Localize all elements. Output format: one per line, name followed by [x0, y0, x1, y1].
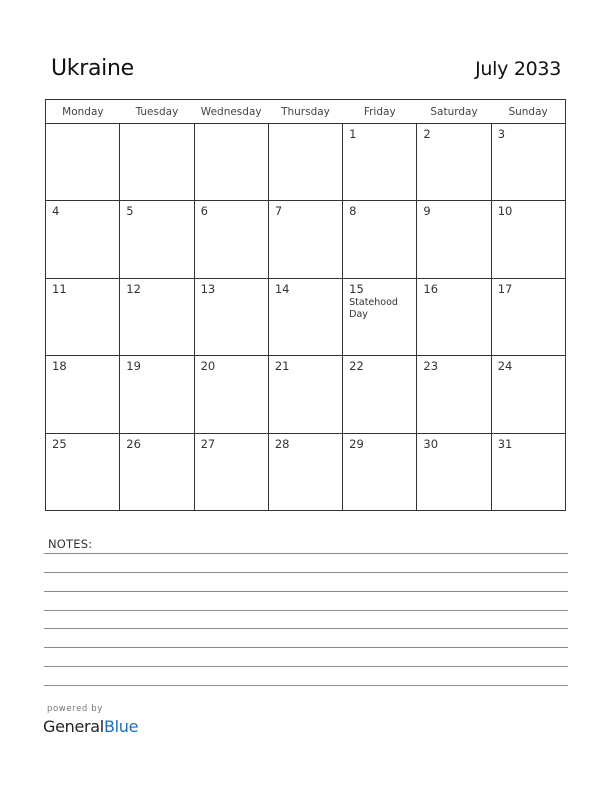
- note-line: [44, 685, 568, 686]
- day-cell: [268, 278, 342, 355]
- note-line: [44, 572, 568, 573]
- day-cell: [491, 201, 565, 278]
- day-cell: [343, 124, 417, 201]
- brand-name-blue: Blue: [103, 717, 139, 736]
- day-cell: [417, 124, 491, 201]
- week-row: [46, 278, 566, 355]
- day-number: 30: [423, 436, 439, 451]
- day-cell: [343, 433, 417, 510]
- day-cell: [120, 433, 194, 510]
- day-number: 24: [497, 359, 513, 374]
- note-line: [44, 610, 568, 611]
- powered-by-text: powered by: [47, 704, 103, 714]
- note-line: [44, 647, 568, 648]
- day-cell: [343, 356, 417, 433]
- day-cell: [194, 124, 268, 201]
- day-cell: [46, 433, 120, 510]
- day-number: 16: [423, 281, 439, 296]
- day-cell: [46, 356, 120, 433]
- holiday-label: Statehood Day: [349, 296, 398, 320]
- day-cell: [46, 278, 120, 355]
- weekday-header: Wednesday: [194, 100, 268, 124]
- note-line: [44, 591, 568, 592]
- day-cell: [120, 356, 194, 433]
- day-number: 11: [52, 281, 67, 296]
- day-number: 29: [349, 436, 364, 451]
- weekday-header: Tuesday: [120, 100, 194, 124]
- day-number: 10: [497, 204, 513, 219]
- day-cell: [343, 278, 417, 355]
- day-cell: [268, 356, 342, 433]
- week-row: [46, 433, 566, 510]
- weekday-header: Monday: [46, 100, 120, 124]
- brand-name-general: General: [43, 717, 104, 736]
- day-cell: [491, 356, 565, 433]
- brand-logo: [43, 717, 138, 736]
- day-cell: [268, 433, 342, 510]
- note-line: [44, 666, 568, 667]
- calendar-grid: [45, 99, 566, 511]
- day-number: 20: [200, 359, 216, 374]
- day-number: 22: [349, 359, 364, 374]
- day-cell: [120, 278, 194, 355]
- day-number: 27: [200, 436, 216, 451]
- day-cell: [491, 124, 565, 201]
- day-number: 4: [52, 204, 60, 219]
- day-number: 25: [52, 436, 67, 451]
- day-cell: [46, 201, 120, 278]
- day-cell: [417, 356, 491, 433]
- notes-label: NOTES:: [48, 537, 93, 551]
- day-cell: [417, 201, 491, 278]
- day-number: 15: [349, 281, 364, 296]
- day-number: 18: [52, 359, 67, 374]
- day-number: 12: [126, 281, 141, 296]
- day-number: 2: [423, 127, 431, 141]
- day-cell: [194, 433, 268, 510]
- day-cell: [491, 278, 565, 355]
- country-title: Ukraine: [51, 56, 134, 81]
- day-cell: [120, 124, 194, 201]
- day-number: 19: [126, 359, 141, 374]
- weekday-header-row: [46, 100, 566, 124]
- day-number: 3: [497, 127, 506, 141]
- day-cell: [417, 433, 491, 510]
- note-line: [44, 628, 568, 629]
- day-cell: [268, 124, 342, 201]
- day-cell: [46, 124, 120, 201]
- day-number: 1: [349, 127, 357, 141]
- weekday-header: Saturday: [417, 100, 491, 124]
- day-cell: [491, 433, 565, 510]
- day-number: 8: [349, 204, 357, 219]
- day-cell: [194, 201, 268, 278]
- day-cell: [194, 278, 268, 355]
- day-number: 9: [423, 204, 431, 219]
- day-number: 21: [274, 359, 290, 374]
- week-row: [46, 124, 566, 201]
- day-cell: [417, 278, 491, 355]
- day-number: 5: [126, 204, 134, 219]
- day-cell: [343, 201, 417, 278]
- weekday-header: Sunday: [491, 100, 565, 124]
- month-year-title: July 2033: [475, 58, 561, 80]
- day-cell: [120, 201, 194, 278]
- day-number: 26: [126, 436, 141, 451]
- day-number: 7: [274, 204, 283, 219]
- weekday-header: Friday: [343, 100, 417, 124]
- weekday-header: Thursday: [268, 100, 342, 124]
- note-line: [44, 553, 568, 554]
- day-number: 14: [274, 281, 290, 296]
- day-cell: [194, 356, 268, 433]
- week-row: [46, 201, 566, 278]
- day-cell: [268, 201, 342, 278]
- day-number: 23: [423, 359, 439, 374]
- day-number: 6: [200, 204, 208, 219]
- day-number: 31: [497, 436, 513, 451]
- day-number: 17: [497, 281, 513, 296]
- day-number: 13: [200, 281, 216, 296]
- week-row: [46, 356, 566, 433]
- day-number: 28: [274, 436, 290, 451]
